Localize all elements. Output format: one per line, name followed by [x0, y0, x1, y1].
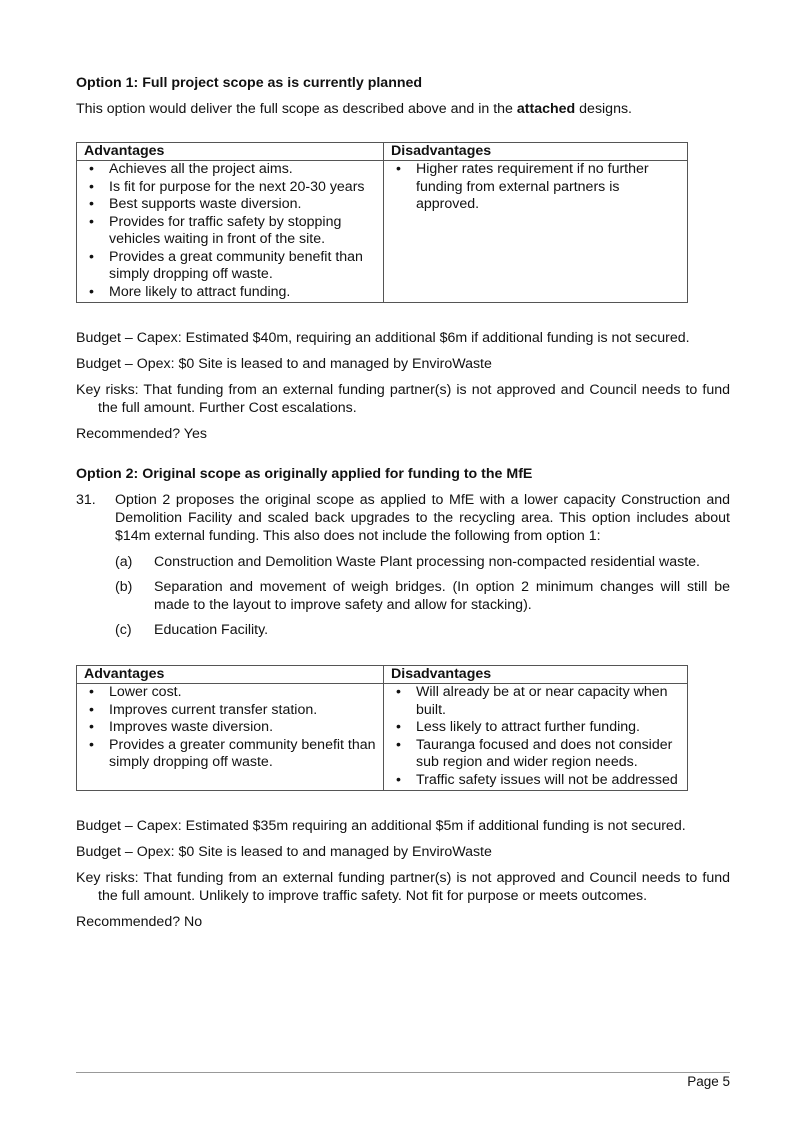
- sub-item: (c) Education Facility.: [115, 622, 269, 638]
- option1-opex: Budget – Opex: $0 Site is leased to and managed by EnviroWaste: [76, 356, 492, 372]
- sub-item: (a) Construction and Demolition Waste Plant processing non-compacted residential waste.: [115, 554, 700, 570]
- option2-table: [76, 665, 688, 791]
- list-item: • Is fit for purpose for the next 20-30 years: [89, 178, 365, 195]
- paragraph-number: 31.: [76, 492, 96, 508]
- advantages-header: Advantages: [77, 666, 384, 684]
- option1-heading: Option 1: Full project scope as is currently planned: [76, 75, 423, 91]
- list-item: • Best supports waste diversion.: [89, 196, 302, 212]
- option2-opex: Budget – Opex: $0 Site is leased to and managed by EnviroWaste: [76, 844, 492, 860]
- advantages-cell: [77, 161, 384, 303]
- list-item: • Tauranga focused and does not consider sub region and wider region needs.: [396, 736, 673, 770]
- list-item: • Lower cost.: [89, 684, 182, 700]
- list-item: • Improves current transfer station.: [89, 701, 318, 718]
- advantages-cell: [77, 684, 384, 791]
- disadvantages-cell: [384, 684, 688, 791]
- list-item: • Will already be at or near capacity when built.: [396, 684, 668, 718]
- option2-recommended: Recommended? No: [76, 914, 203, 930]
- option2-capex: Budget – Capex: Estimated $35m requiring an additional $5m if additional funding is not secured.: [76, 818, 686, 834]
- paragraph-text: Option 2 proposes the original scope as applied to MfE with a lower capacity Construction and Demolition Facility and scaled back upgrades to the recycling area. This option includes about $14m external funding. This also does not include the following from option 1:: [115, 492, 730, 544]
- disadvantages-cell: [384, 161, 688, 303]
- option1-capex: Budget – Capex: Estimated $40m, requiring an additional $6m if additional funding is not secured.: [76, 330, 690, 346]
- option1-risks: Key risks: That funding from an external funding partner(s) is not approved and Council needs to fund the full amount. Further Cost escalations.: [76, 382, 730, 416]
- option1-intro: This option would deliver the full scope as described above and in the attached designs.: [76, 101, 633, 117]
- sub-item: (b) Separation and movement of weigh bridges. (In option 2 minimum changes will still be made to the layout to improve safety and allow for stacking).: [115, 579, 730, 613]
- option2-risks: Key risks: That funding from an external funding partner(s) is not approved and Council needs to fund the full amount. Unlikely to improve traffic safety. Not fit for purpose or meets outcomes.: [76, 870, 730, 904]
- disadvantages-header: Disadvantages: [384, 666, 688, 684]
- option2-heading: Option 2: Original scope as originally applied for funding to the MfE: [76, 466, 533, 482]
- document-page: [76, 74, 730, 939]
- list-item: • Achieves all the project aims.: [89, 161, 293, 177]
- list-item: • Less likely to attract further funding.: [396, 719, 640, 735]
- list-item: • Provides a greater community benefit than simply dropping off waste.: [89, 736, 376, 770]
- numbered-paragraph: [76, 491, 730, 545]
- disadvantages-header: Disadvantages: [384, 143, 688, 161]
- option1-table: [76, 142, 688, 303]
- list-item: • Provides a great community benefit than simply dropping off waste.: [89, 248, 363, 282]
- list-item: • Provides for traffic safety by stopping vehicles waiting in front of the site.: [89, 213, 342, 247]
- advantages-header: Advantages: [77, 143, 384, 161]
- list-item: • Improves waste diversion.: [89, 719, 274, 735]
- footer-divider: [76, 1072, 730, 1073]
- page-number: Page 5: [687, 1074, 730, 1089]
- list-item: • Higher rates requirement if no further funding from external partners is approved.: [396, 161, 649, 212]
- option1-recommended: Recommended? Yes: [76, 426, 207, 442]
- list-item: • More likely to attract funding.: [89, 283, 291, 300]
- list-item: • Traffic safety issues will not be addressed: [396, 771, 678, 788]
